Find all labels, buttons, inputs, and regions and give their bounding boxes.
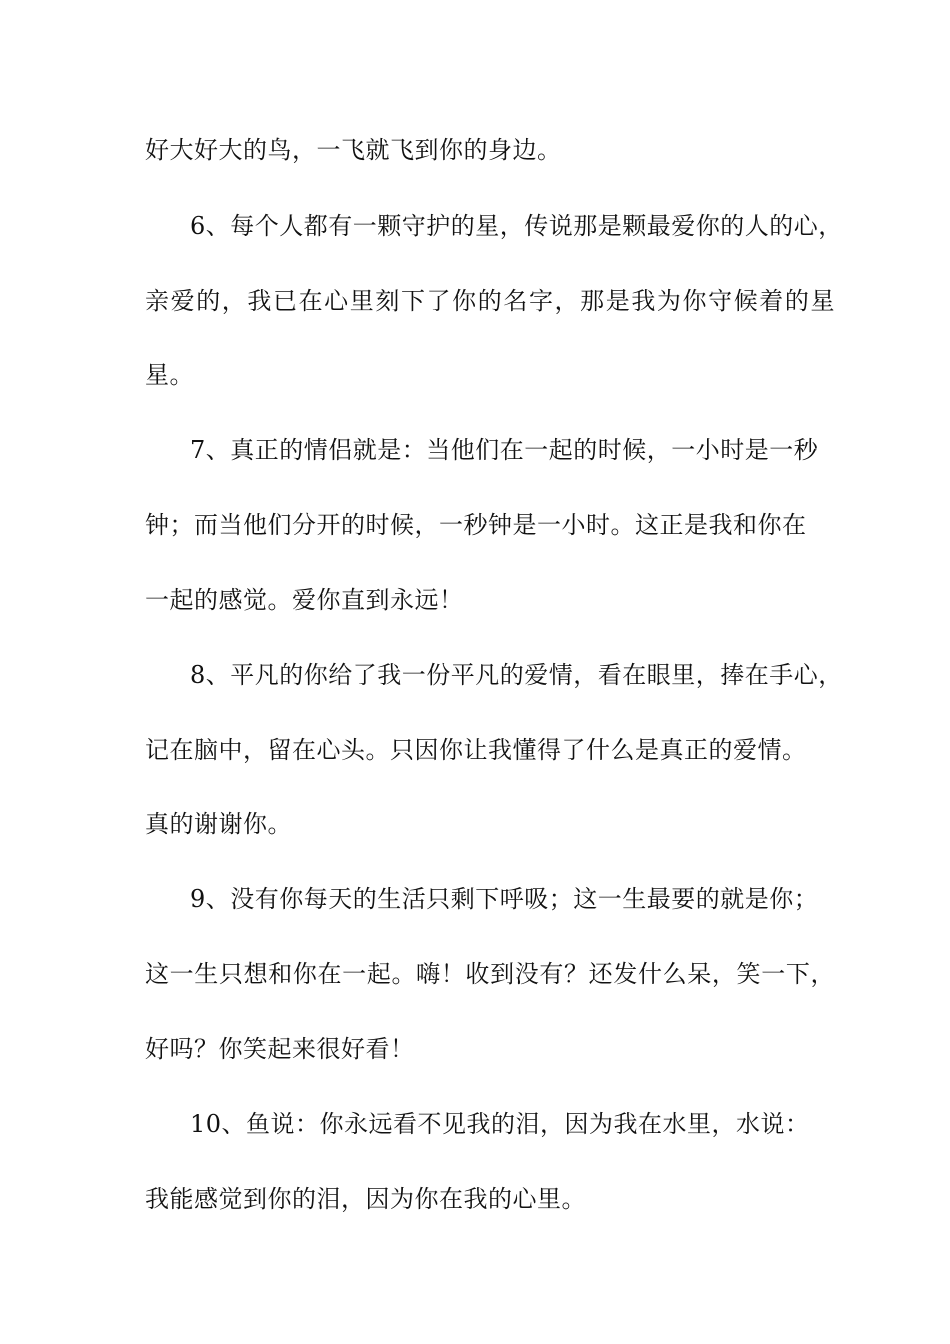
paragraph-6-line-3: 星。: [145, 361, 194, 389]
paragraph-8-line-2: 记在脑中，留在心头。只因你让我懂得了什么是真正的爱情。: [145, 736, 807, 764]
paragraph-10-line-2: 我能感觉到你的泪，因为你在我的心里。: [145, 1185, 586, 1213]
paragraph-9-line-3: 好吗？你笑起来很好看！: [145, 1035, 415, 1063]
paragraph-10-line-1: 10、鱼说：你永远看不见我的泪，因为我在水里，水说：: [190, 1110, 810, 1138]
paragraph-9-line-2: 这一生只想和你在一起。嗨！收到没有？还发什么呆，笑一下，: [145, 960, 835, 988]
paragraph-8-line-1: 8、平凡的你给了我一份平凡的爱情，看在眼里，捧在手心，: [190, 661, 843, 689]
paragraph-7-line-1: 7、真正的情侣就是：当他们在一起的时候，一小时是一秒: [190, 436, 819, 464]
paragraph-6-line-1: 6、每个人都有一颗守护的星，传说那是颗最爱你的人的心，: [190, 212, 843, 240]
paragraph-7-line-3: 一起的感觉。爱你直到永远！: [145, 586, 464, 614]
paragraph-7-line-2: 钟；而当他们分开的时候，一秒钟是一小时。这正是我和你在: [145, 511, 807, 539]
paragraph-9-line-1: 9、没有你每天的生活只剩下呼吸；这一生最要的就是你；: [190, 885, 819, 913]
text-line: 好大好大的鸟，一飞就飞到你的身边。: [145, 136, 562, 164]
paragraph-8-line-3: 真的谢谢你。: [145, 810, 292, 838]
paragraph-6-line-2: 亲爱的，我已在心里刻下了你的名字，那是我为你守候着的星: [145, 287, 835, 315]
